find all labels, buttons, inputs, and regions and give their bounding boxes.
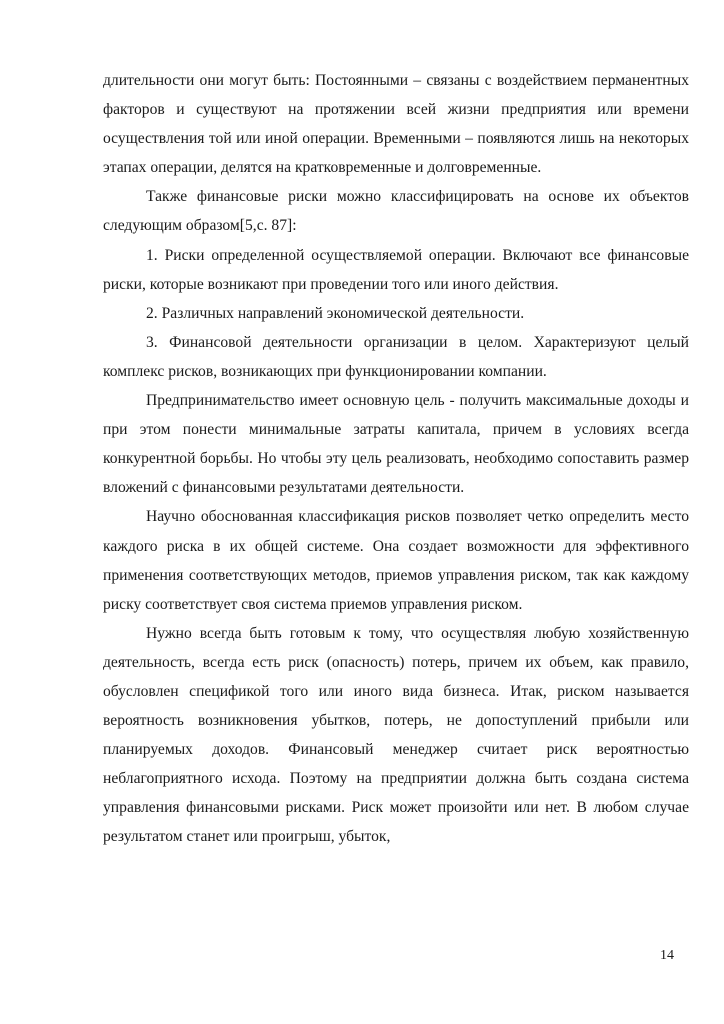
- paragraph-classification-benefit: Научно обоснованная классификация рисков позволяет четко определить место каждого риска в их общей системе. Она создает возможности для эффективного применения соответствующих методов, приемов управления риском, так как каждому риску соответствует своя система приемов управления риском.: [103, 508, 689, 613]
- body-text: [103, 66, 689, 852]
- paragraph-entrepreneurship: Предпринимательство имеет основную цель - получить максимальные доходы и при этом понести минимальные затраты капитала, причем в условиях всегда конкурентной борьбы. Но чтобы эту цель реализовать, необходимо сопоставить размер вложений с финансовыми результатами деятельности.: [103, 392, 689, 497]
- list-item-3: 3. Финансовой деятельности организации в целом. Характеризуют целый комплекс рисков, возникающих при функционировании компании.: [103, 333, 689, 380]
- list-item-1: 1. Риски определенной осуществляемой операции. Включают все финансовые риски, которые возникают при проведении того или иного действия.: [103, 246, 689, 293]
- list-item-2: 2. Различных направлений экономической деятельности.: [146, 304, 525, 322]
- paragraph-classification-intro: Также финансовые риски можно классифицировать на основе их объектов следующим образом[5,с. 87]:: [103, 188, 689, 235]
- page-number: 14: [660, 948, 674, 963]
- paragraph-risk-definition: Нужно всегда быть готовым к тому, что осуществляя любую хозяйственную деятельность, всегда есть риск (опасность) потерь, причем их объем, как правило, обусловлен спецификой того или иного вида бизнеса. Итак, риском называется вероятность возникновения убытков, потерь, не допоступлений прибыли или планируемых доходов. Финансовый менеджер считает риск вероятностью неблагоприятного исхода. Поэтому на предприятии должна быть создана система управления финансовыми рисками. Риск может произойти или нет. В любом случае результатом станет или проигрыш, убыток,: [103, 624, 689, 846]
- paragraph-continuation: длительности они могут быть: Постоянными – связаны с воздействием перманентных факторов и существуют на протяжении всей жизни предприятия или времени осуществления той или иной операции. Временными – появляются лишь на некоторых этапах операции, делятся на кратковременные и долговременные.: [103, 72, 689, 177]
